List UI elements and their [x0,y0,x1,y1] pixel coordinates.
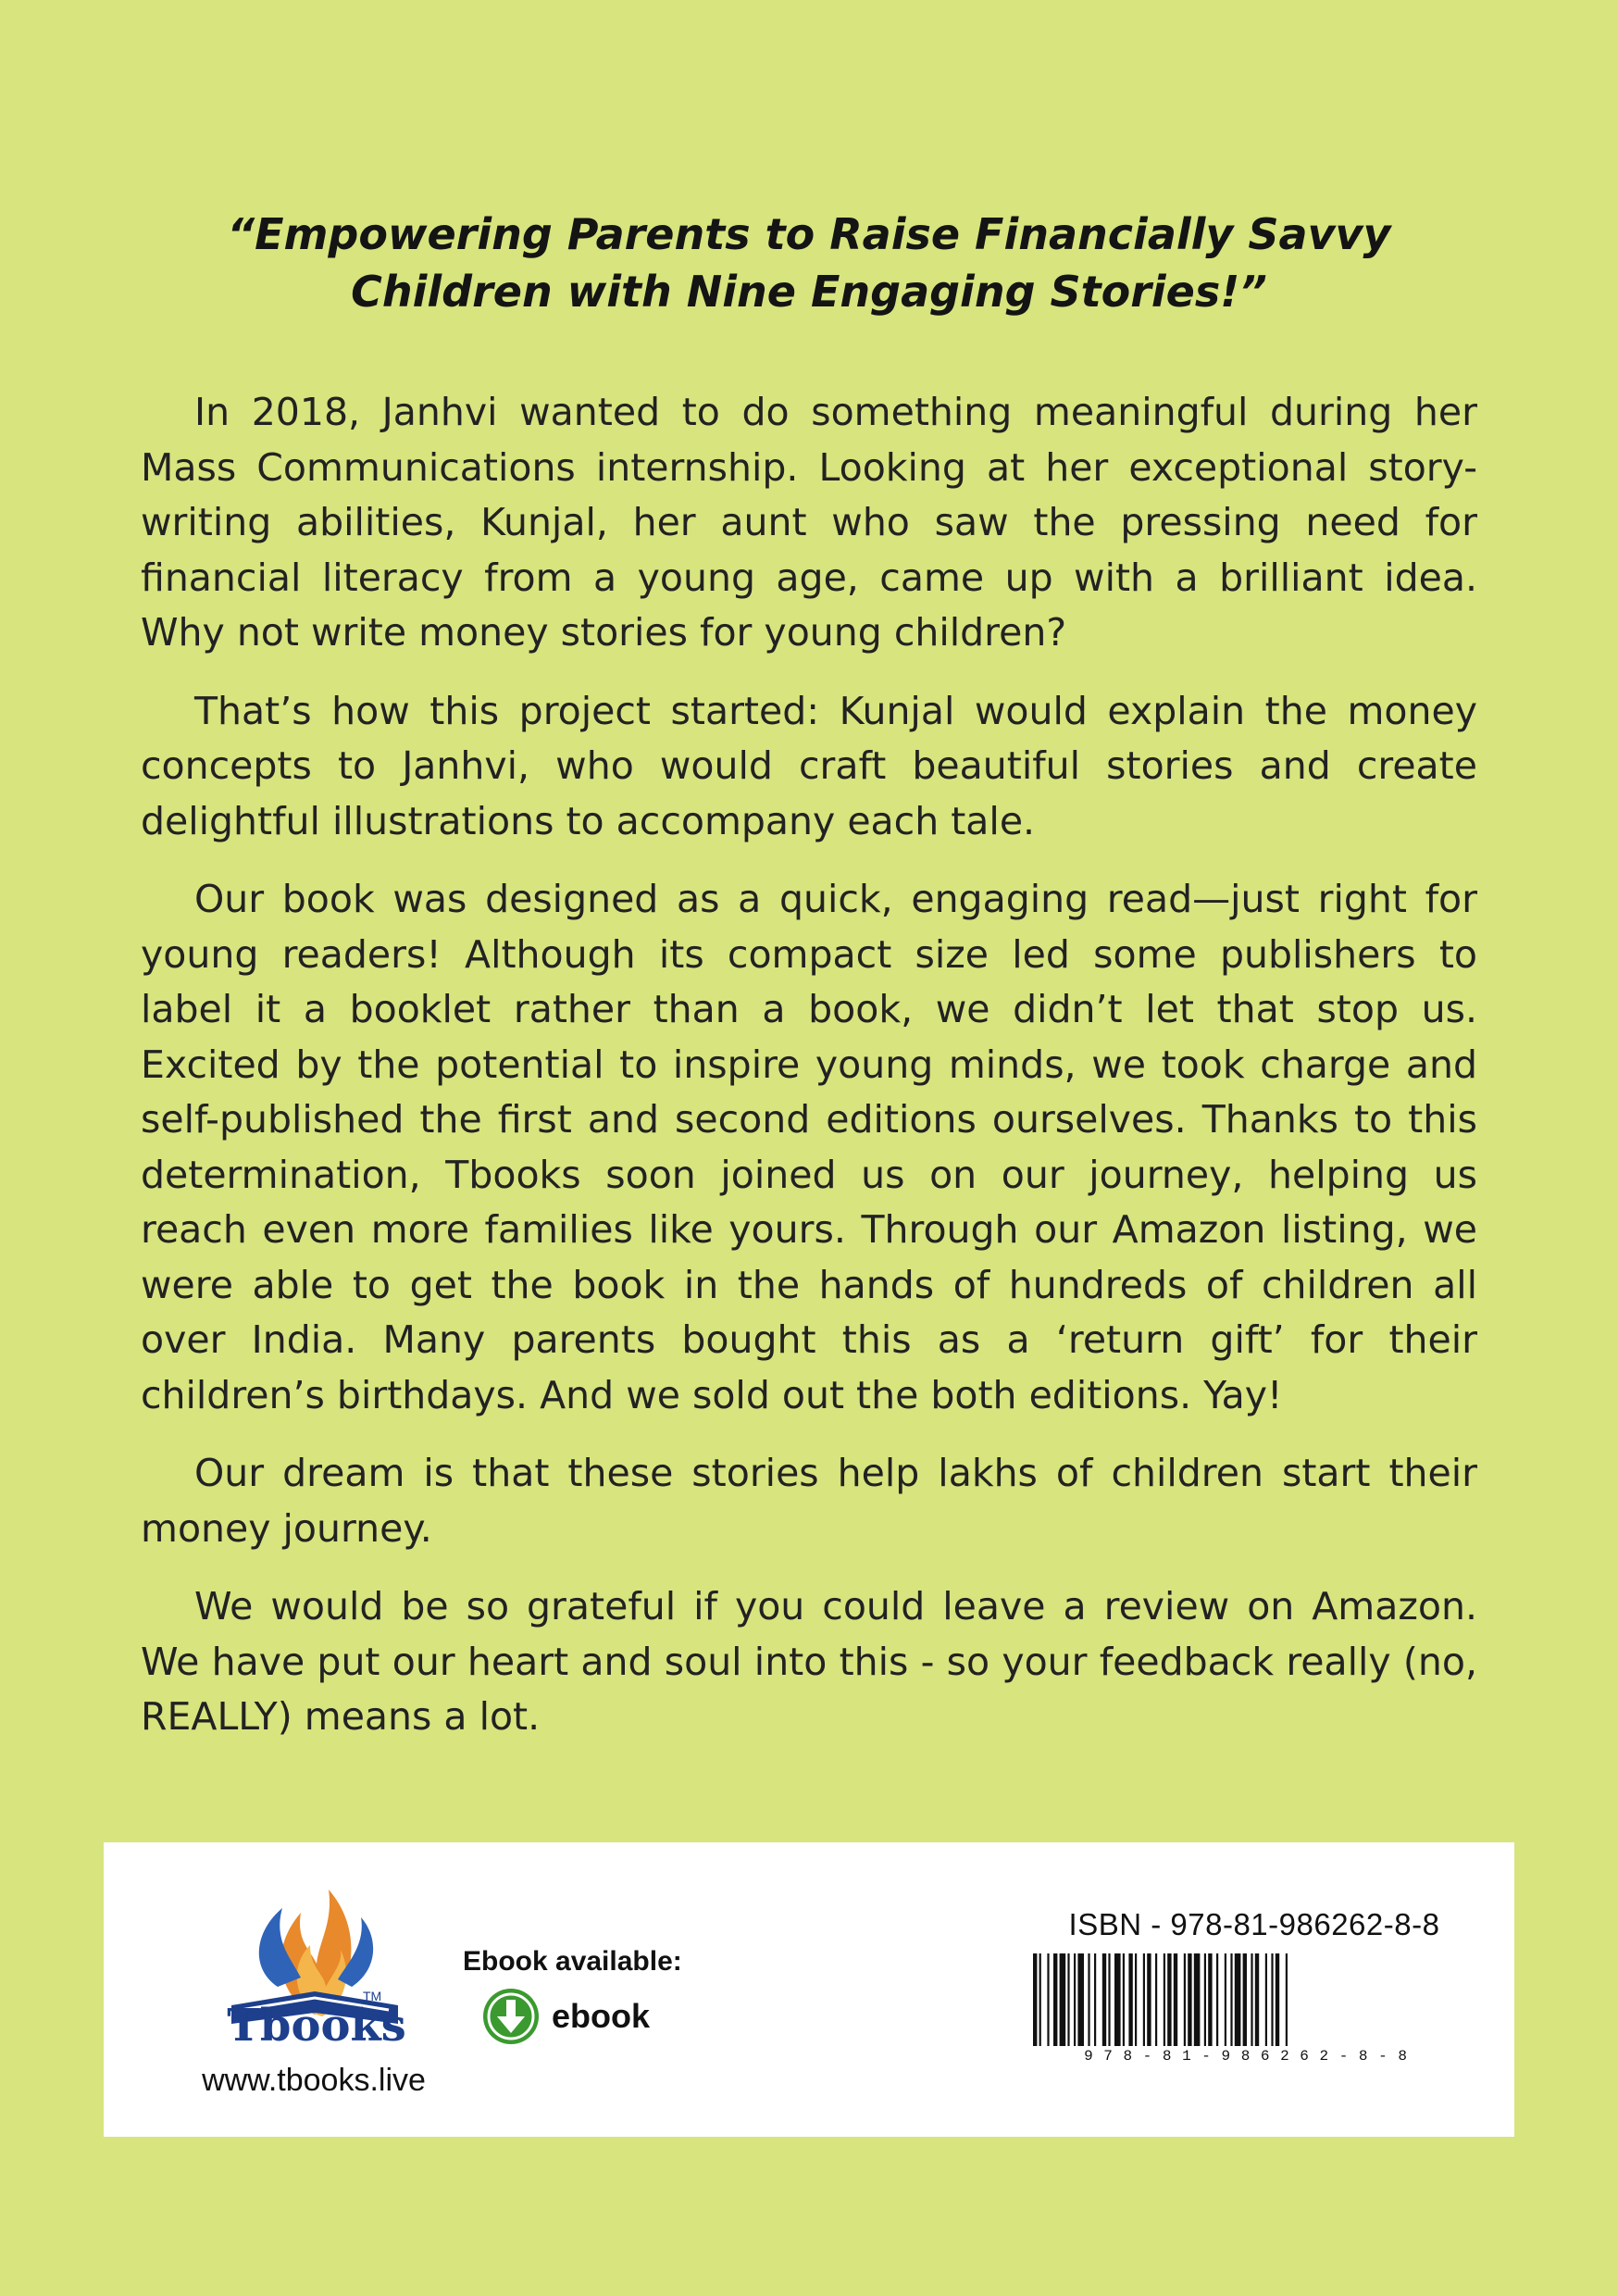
barcode-bar [1155,1953,1157,2046]
barcode-bar [1088,1953,1089,2046]
barcode-bar [1094,1953,1096,2046]
barcode-bar [1108,1953,1110,2046]
barcode-bar [1194,1953,1201,2046]
tagline-line-1: “Empowering Parents to Raise Financially Savvy [227,209,1391,259]
barcode-bar [1286,1953,1288,2046]
barcode-bar [1255,1953,1259,2046]
barcode-bar [1135,1953,1137,2046]
barcode-bar [1067,1953,1069,2046]
barcode-bar [1074,1953,1076,2046]
barcode-bar [1128,1953,1132,2046]
barcode-bar [1243,1953,1247,2046]
blurb [141,385,1477,1768]
ebook-text: ebook [552,1997,651,2035]
download-arrow-icon [481,1987,541,2046]
barcode-bar [1235,1953,1241,2046]
barcode-bar [1271,1953,1273,2046]
barcode-bar [1230,1953,1232,2046]
paragraph-book-journey: Our book was designed as a quick, engaging read—just right for young readers! Although its compact size led some publishers to label it a booklet rather than a book, we didn’t let that stop us. Excited by the potential to inspire young minds, we took charge and self-published the first and second editions ourselves. Thanks to this determination, Tbooks soon joined us on our journey, helping us reach even more families like yours. Through our Amazon listing, we were able to get the book in the hands of hundreds of children all over India. Many parents bought this as a ‘return gift’ for their children’s birthdays. And we sold out the both editions. Yay! [141,877,1477,1417]
isbn-barcode [1033,1953,1459,2046]
barcode-bar [1143,1953,1145,2046]
trademark-mark: TM [363,1989,382,2003]
barcode-bar [1204,1953,1206,2046]
barcode-bar [1053,1953,1057,2046]
publisher-name: Tbooks [227,2000,406,2052]
barcode-digits: 9 7 8 - 8 1 - 9 8 6 2 6 2 - 8 - 8 [1084,2048,1408,2065]
isbn-label: ISBN - 978-81-986262-8-8 [1068,1907,1440,1941]
barcode-bar [1033,1953,1037,2046]
barcode-bar [1077,1953,1084,2046]
barcode-bar [1174,1953,1177,2046]
barcode-bar [1167,1953,1171,2046]
barcode-bar [1047,1953,1049,2046]
barcode-bar [1184,1953,1186,2046]
barcode-bar [1208,1953,1212,2046]
barcode-bar [1060,1953,1066,2046]
barcode-bar [1123,1953,1125,2046]
barcode-bar [1225,1953,1226,2046]
tagline [139,206,1479,320]
barcode-bar [1188,1953,1191,2046]
barcode-bar [1039,1953,1041,2046]
ebook-badge[interactable] [481,1987,650,2046]
barcode-bar [1164,1953,1165,2046]
barcode-bar [1276,1953,1279,2046]
paragraph-project-start: That’s how this project started: Kunjal would explain the money concepts to Janhvi, who would craft beautiful stories and create delightful illustrations to accompany each tale. [141,688,1477,843]
barcode-bar [1147,1953,1151,2046]
barcode-bar [1265,1953,1267,2046]
barcode-bar [1102,1953,1106,2046]
paragraph-review-request: We would be so grateful if you could leave a review on Amazon. We have put our heart and soul into this - so your feedback really (no, REALLY) means a lot. [141,1584,1477,1739]
barcode-bar [1251,1953,1252,2046]
paragraph-dream: Our dream is that these stories help lakhs of children start their money journey. [141,1451,1477,1551]
barcode-bar [1114,1953,1121,2046]
ebook-available-label: Ebook available: [463,1946,682,1977]
tagline-line-2: Children with Nine Engaging Stories!” [351,267,1267,317]
barcode-bar [1216,1953,1218,2046]
footer-panel [104,1842,1514,2137]
paragraph-origin: In 2018, Janhvi wanted to do something meaningful during her Mass Communications internship. Looking at her exceptional story-writing abilities, Kunjal, her aunt who saw the pressing need for financial literacy from a young age, came up with a brilliant idea. Why not write money stories for young children? [141,390,1477,655]
publisher-website[interactable]: www.tbooks.live [202,2063,426,2098]
